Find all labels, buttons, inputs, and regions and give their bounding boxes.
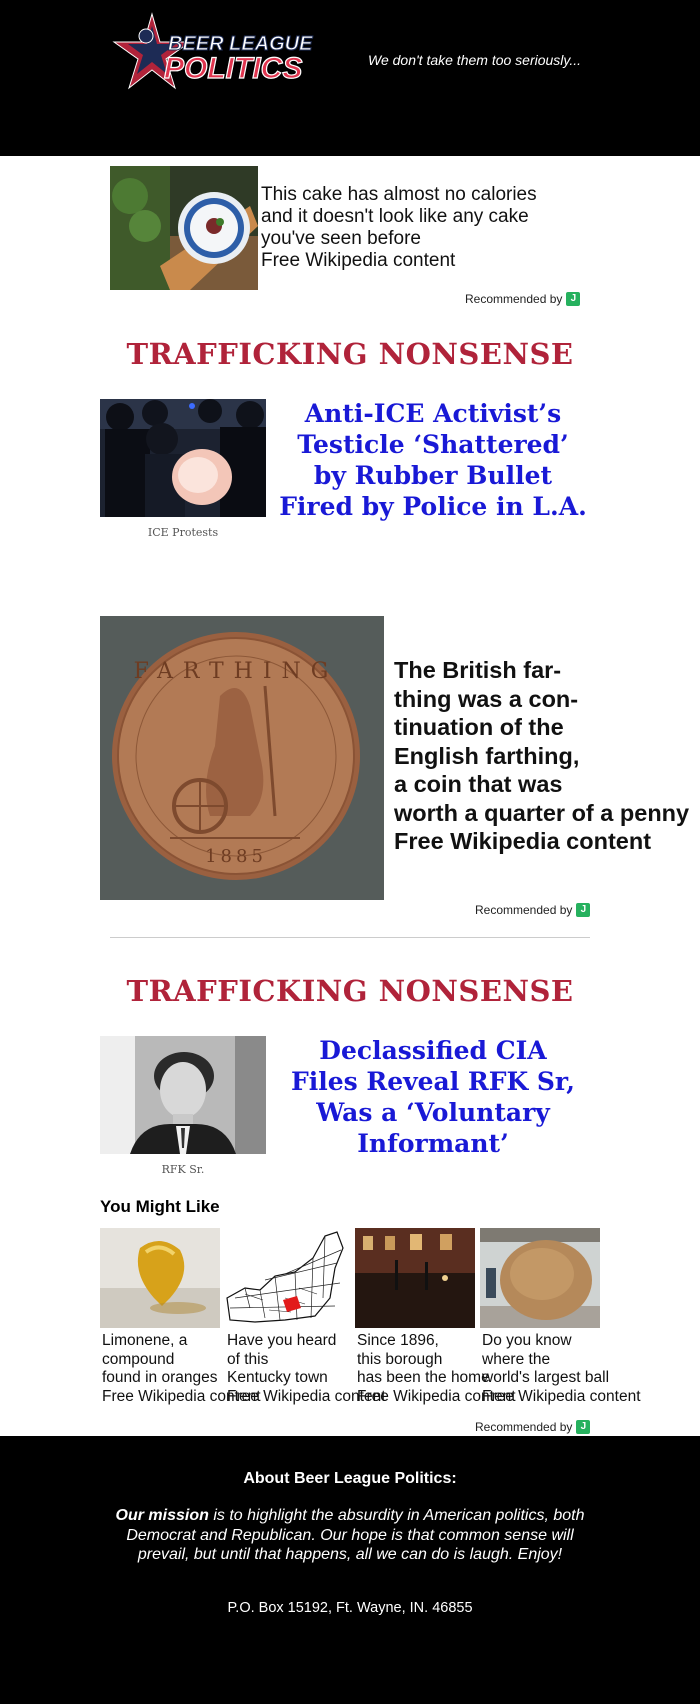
- cake-ad-source: Free Wikipedia content: [261, 250, 456, 271]
- tagline: We don't take them too seriously...: [368, 52, 582, 68]
- beer-league-politics-logo[interactable]: [112, 14, 334, 96]
- recommended-by-badge[interactable]: [465, 292, 580, 306]
- recommended-label: Recommended by: [475, 903, 573, 917]
- jubna-logo-icon: J: [566, 292, 580, 306]
- recommendation-card[interactable]: [480, 1228, 641, 1406]
- farthing-ad-line: worth a quarter of a penny: [394, 799, 690, 826]
- section-title: TRAFFICKING NONSENSE: [126, 337, 574, 371]
- card-text-line: world's largest ball: [482, 1369, 610, 1386]
- recommendation-card[interactable]: [355, 1228, 516, 1406]
- recommended-label: Recommended by: [475, 1420, 573, 1434]
- farthing-ad-line: tinuation of the: [394, 714, 564, 740]
- farthing-ad-line: English farthing,: [394, 742, 580, 769]
- card-source: Free Wikipedia content: [102, 1387, 261, 1405]
- jubna-logo-icon: J: [576, 903, 590, 917]
- section-divider: [110, 937, 590, 938]
- card-text-line: Limonene, a: [102, 1332, 188, 1349]
- coin-legend: FARTHING: [133, 659, 339, 684]
- borough-street-image: [355, 1228, 475, 1328]
- ice-protest-image[interactable]: [100, 399, 266, 517]
- footer-title: About Beer League Politics:: [243, 1470, 457, 1487]
- farthing-ad-line: The British far-: [394, 657, 562, 683]
- card-source: Free Wikipedia content: [357, 1387, 516, 1405]
- farthing-coin-image[interactable]: [100, 616, 384, 900]
- jubna-logo-icon: J: [576, 1420, 590, 1434]
- cake-ad-line: you've seen before: [261, 228, 421, 249]
- footer: [0, 1436, 700, 1704]
- kentucky-map-image: [225, 1228, 345, 1328]
- cake-ad-line: and it doesn't look like any cake: [261, 206, 529, 227]
- recommendation-card[interactable]: [225, 1228, 386, 1406]
- recommended-by-badge[interactable]: [475, 1420, 590, 1434]
- card-text-line: where the: [482, 1350, 551, 1368]
- you-might-like-title: You Might Like: [100, 1197, 220, 1216]
- mission-text: is to highlight the absurdity in American politics, both Democrat and Republican. Our hope is that common sense will prevail, but until that happens, all we can do is laugh. Enjoy!: [126, 1507, 585, 1563]
- card-text-line: Since 1896,: [357, 1332, 439, 1349]
- cake-ad-text[interactable]: [261, 184, 581, 272]
- card-source: Free Wikipedia content: [482, 1387, 641, 1405]
- story-image-caption: RFK Sr.: [161, 1163, 205, 1176]
- twine-ball-image: [480, 1228, 600, 1328]
- story-headline-link[interactable]: Anti-ICE Activist’s Testicle ‘Shattered’ by Rubber Bullet Fired by Police in L.A.: [279, 399, 587, 521]
- limonene-image: [100, 1228, 220, 1328]
- story-image-caption: ICE Protests: [147, 526, 219, 539]
- rfk-portrait-image[interactable]: [100, 1036, 266, 1154]
- footer-mission: [110, 1506, 590, 1565]
- farthing-ad-line: thing was a con-: [394, 685, 579, 712]
- card-text-line: has been the home: [357, 1369, 490, 1386]
- recommended-label: Recommended by: [465, 292, 563, 306]
- farthing-ad-source: Free Wikipedia content: [394, 828, 652, 854]
- story-headline-link[interactable]: Declassified CIA Files Reveal RFK Sr, Was a ‘Voluntary Informant’: [290, 1036, 575, 1158]
- logo-text-line2: POLITICS: [164, 52, 303, 85]
- section-title: TRAFFICKING NONSENSE: [126, 974, 574, 1008]
- card-text-line: found in oranges: [102, 1369, 218, 1386]
- card-text-line: this borough: [357, 1350, 443, 1368]
- mission-label: Our mission: [115, 1507, 209, 1524]
- logo-text-line1: BEER LEAGUE: [168, 33, 313, 55]
- cake-ad-line: This cake has almost no calories: [261, 184, 537, 205]
- card-text-line: Have you heard: [227, 1332, 337, 1349]
- coin-year: 1885: [205, 846, 267, 867]
- card-text-line: Kentucky town: [227, 1369, 328, 1386]
- header: [0, 0, 700, 156]
- card-text-line: compound: [102, 1350, 175, 1368]
- card-source: Free Wikipedia content: [227, 1387, 386, 1405]
- cake-ad-image[interactable]: [110, 166, 258, 290]
- footer-address: P.O. Box 15192, Ft. Wayne, IN. 46855: [227, 1600, 473, 1616]
- card-text-line: of this: [227, 1350, 269, 1368]
- recommended-by-badge[interactable]: [475, 903, 590, 917]
- farthing-ad-line: a coin that was: [394, 771, 563, 797]
- card-text-line: Do you know: [482, 1332, 572, 1349]
- farthing-ad-text[interactable]: [394, 656, 690, 856]
